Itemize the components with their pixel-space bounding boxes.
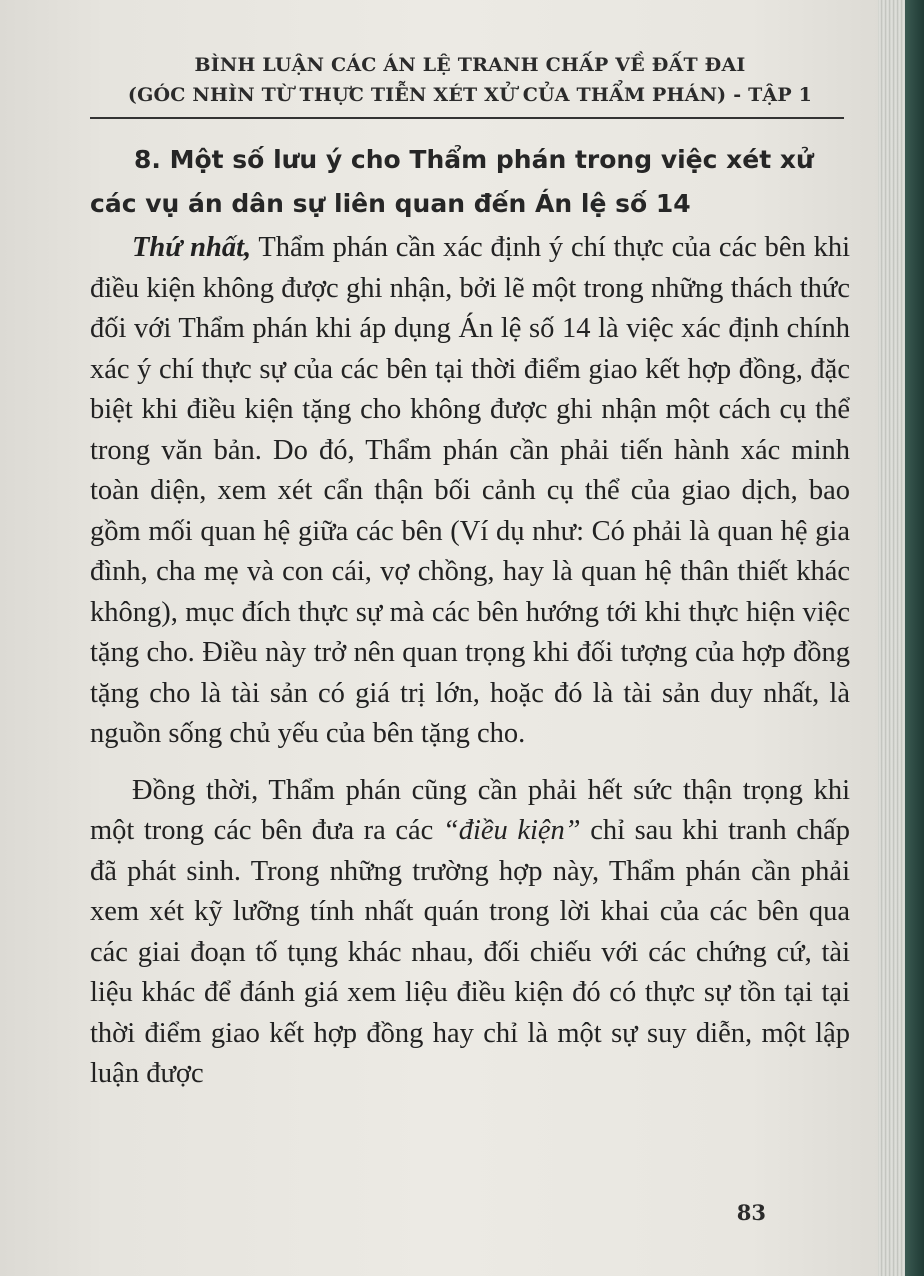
paragraph-2-text-b: chỉ sau khi tranh chấp đã phát sinh. Trong những trường hợp này, Thẩm phán cần phải xem xét kỹ lưỡng tính nhất quán trong lời khai của các bên qua các giai đoạn tố tụng khác nhau, đối chiếu với các chứng cứ, tài liệu khác để đánh giá xem liệu điều kiện đó có thực sự tồn tại tại thời điểm giao kết hợp đồng hay chỉ là một sự suy diễn, một lập luận được	[90, 815, 850, 1089]
paragraph-lead: Thứ nhất,	[132, 232, 252, 263]
running-header-line1: BÌNH LUẬN CÁC ÁN LỆ TRANH CHẤP VỀ ĐẤT ĐAI	[194, 54, 746, 76]
paragraph-1-text: Thẩm phán cần xác định ý chí thực của các bên khi điều kiện không được ghi nhận, bởi lẽ một trong những thách thức đối với Thẩm phán khi áp dụng Án lệ số 14 là việc xác định chính xác ý chí thực sự của các bên tại thời điểm giao kết hợp đồng, đặc biệt khi điều kiện tặng cho không được ghi nhận một cách cụ thể trong văn bản. Do đó, Thẩm phán cần phải tiến hành xác minh toàn diện, xem xét cẩn thận bối cảnh cụ thể của giao dịch, bao gồm mối quan hệ giữa các bên (Ví dụ như: Có phải là quan hệ gia đình, cha mẹ và con cái, vợ chồng, hay là quan hệ thân thiết khác không), mục đích thực sự mà các bên hướng tới khi thực hiện việc tặng cho. Điều này trở nên quan trọng khi đối tượng của hợp đồng tặng cho là tài sản có giá trị lớn, hoặc đó là tài sản duy nhất, là nguồn sống chủ yếu của bên tặng cho.	[90, 232, 850, 749]
section-heading-line1: 8. Một số lưu ý cho Thẩm phán trong việc xét xử	[134, 145, 814, 174]
paragraph-2	[90, 771, 850, 1095]
body-text	[90, 228, 850, 1095]
paragraph-1	[90, 228, 850, 755]
quoted-term: “điều kiện”	[442, 815, 581, 846]
section-heading	[90, 138, 850, 226]
page-number: 83	[736, 1200, 766, 1225]
running-header	[90, 50, 850, 110]
running-header-line2: (GÓC NHÌN TỪ THỰC TIỄN XÉT XỬ CỦA THẨM PHÁN) - TẬP 1	[127, 84, 813, 106]
paragraph-2-text-a: Đồng thời, Thẩm phán cũng cần phải hết sức thận trọng khi một trong các bên đưa ra các	[90, 774, 850, 846]
book-cover-edge	[905, 0, 924, 1276]
header-divider	[90, 117, 844, 119]
section-heading-line2: các vụ án dân sự liên quan đến Án lệ số 14	[90, 189, 691, 218]
